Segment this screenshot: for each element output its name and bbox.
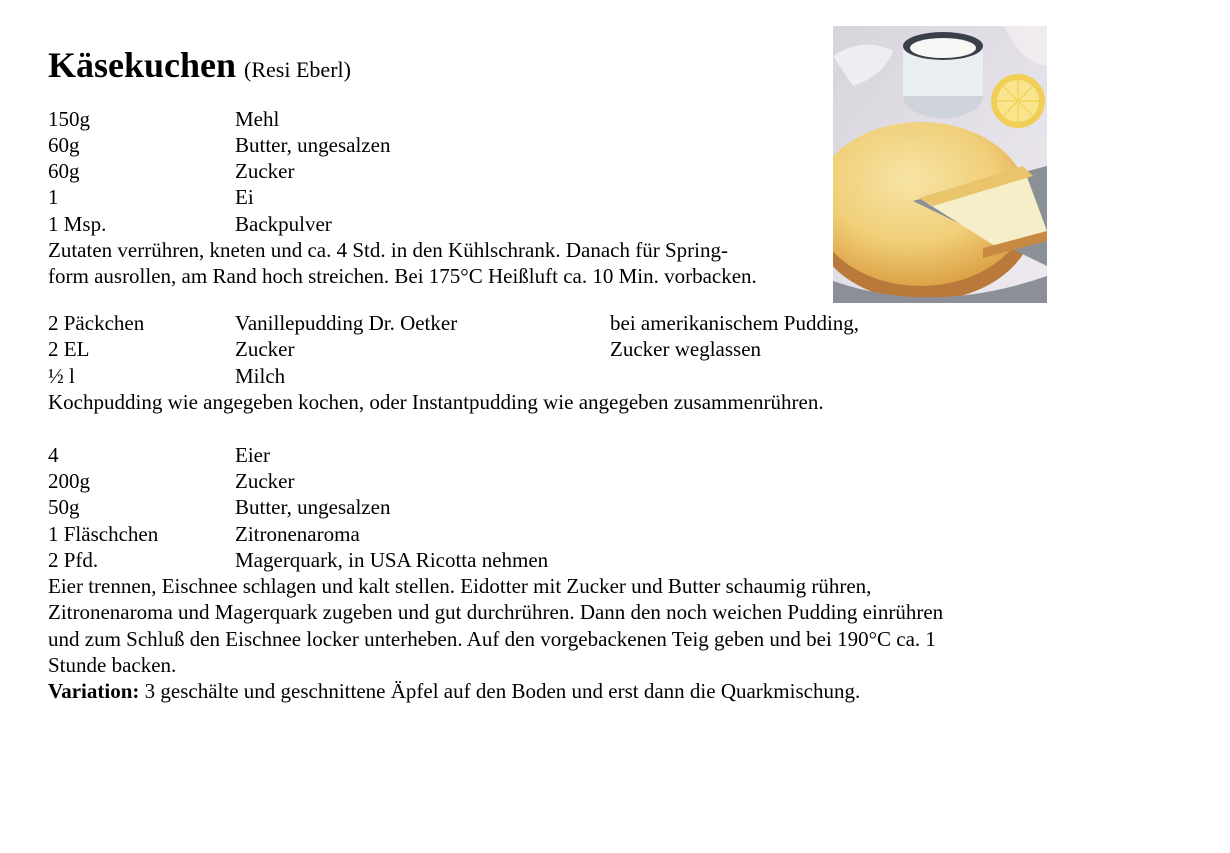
- ingredient-name: Butter, ungesalzen: [235, 133, 391, 157]
- ingredient-qty: 60g: [48, 159, 80, 183]
- instruction-line: Kochpudding wie angegeben kochen, oder Instantpudding wie angegeben zusammenrühren.: [48, 390, 824, 414]
- instruction-line: form ausrollen, am Rand hoch streichen. Bei 175°C Heißluft ca. 10 Min. vorbacken.: [48, 264, 757, 288]
- ingredient-name: Magerquark, in USA Ricotta nehmen: [235, 548, 549, 572]
- ingredient-qty: 150g: [48, 107, 90, 131]
- cheesecake-photo: [833, 26, 1047, 303]
- ingredient-name: Eier: [235, 443, 270, 467]
- cheesecake-illustration: [833, 26, 1047, 303]
- recipe-author: (Resi Eberl): [244, 57, 351, 82]
- ingredient-qty: 2 Päckchen: [48, 311, 145, 335]
- ingredient-name: Mehl: [235, 107, 280, 131]
- ingredient-qty: 4: [48, 443, 59, 467]
- title-line: [48, 44, 351, 86]
- ingredient-name: Zucker: [235, 469, 295, 493]
- ingredient-qty: ½ l: [48, 364, 75, 388]
- ingredient-name: Butter, ungesalzen: [235, 495, 391, 519]
- variation-line: [48, 678, 860, 704]
- instruction-line: und zum Schluß den Eischnee locker unterheben. Auf den vorgebackenen Teig geben und bei 190°C ca. 1: [48, 627, 936, 651]
- ingredient-qty: 50g: [48, 495, 80, 519]
- instruction-line: Zitronenaroma und Magerquark zugeben und gut durchrühren. Dann den noch weichen Pudding einrühren: [48, 600, 944, 624]
- ingredient-note: bei amerikanischem Pudding,: [610, 311, 860, 335]
- ingredient-name: Zitronenaroma: [235, 522, 360, 546]
- ingredient-qty: 200g: [48, 469, 90, 493]
- ingredient-name: Milch: [235, 364, 286, 388]
- variation-text: 3 geschälte und geschnittene Äpfel auf den Boden und erst dann die Quarkmischung.: [139, 679, 861, 703]
- ingredient-name: Zucker: [235, 337, 295, 361]
- ingredient-qty: 1: [48, 185, 59, 209]
- ingredient-name: Backpulver: [235, 212, 332, 236]
- ingredient-name: Zucker: [235, 159, 295, 183]
- ingredient-qty: 1 Fläschchen: [48, 522, 159, 546]
- instruction-line: Stunde backen.: [48, 653, 177, 677]
- ingredient-note: Zucker weglassen: [610, 337, 762, 361]
- instruction-line: Eier trennen, Eischnee schlagen und kalt stellen. Eidotter mit Zucker und Butter schaumig rühren,: [48, 574, 872, 598]
- ingredient-qty: 1 Msp.: [48, 212, 107, 236]
- ingredient-qty: 60g: [48, 133, 80, 157]
- ingredient-name: Vanillepudding Dr. Oetker: [235, 311, 458, 335]
- ingredient-name: Ei: [235, 185, 254, 209]
- variation-label: Variation:: [48, 679, 140, 703]
- ingredient-qty: 2 EL: [48, 337, 90, 361]
- recipe-title: Käsekuchen: [48, 45, 237, 85]
- instruction-line: Zutaten verrühren, kneten und ca. 4 Std. in den Kühlschrank. Danach für Spring-: [48, 238, 728, 262]
- ingredient-qty: 2 Pfd.: [48, 548, 99, 572]
